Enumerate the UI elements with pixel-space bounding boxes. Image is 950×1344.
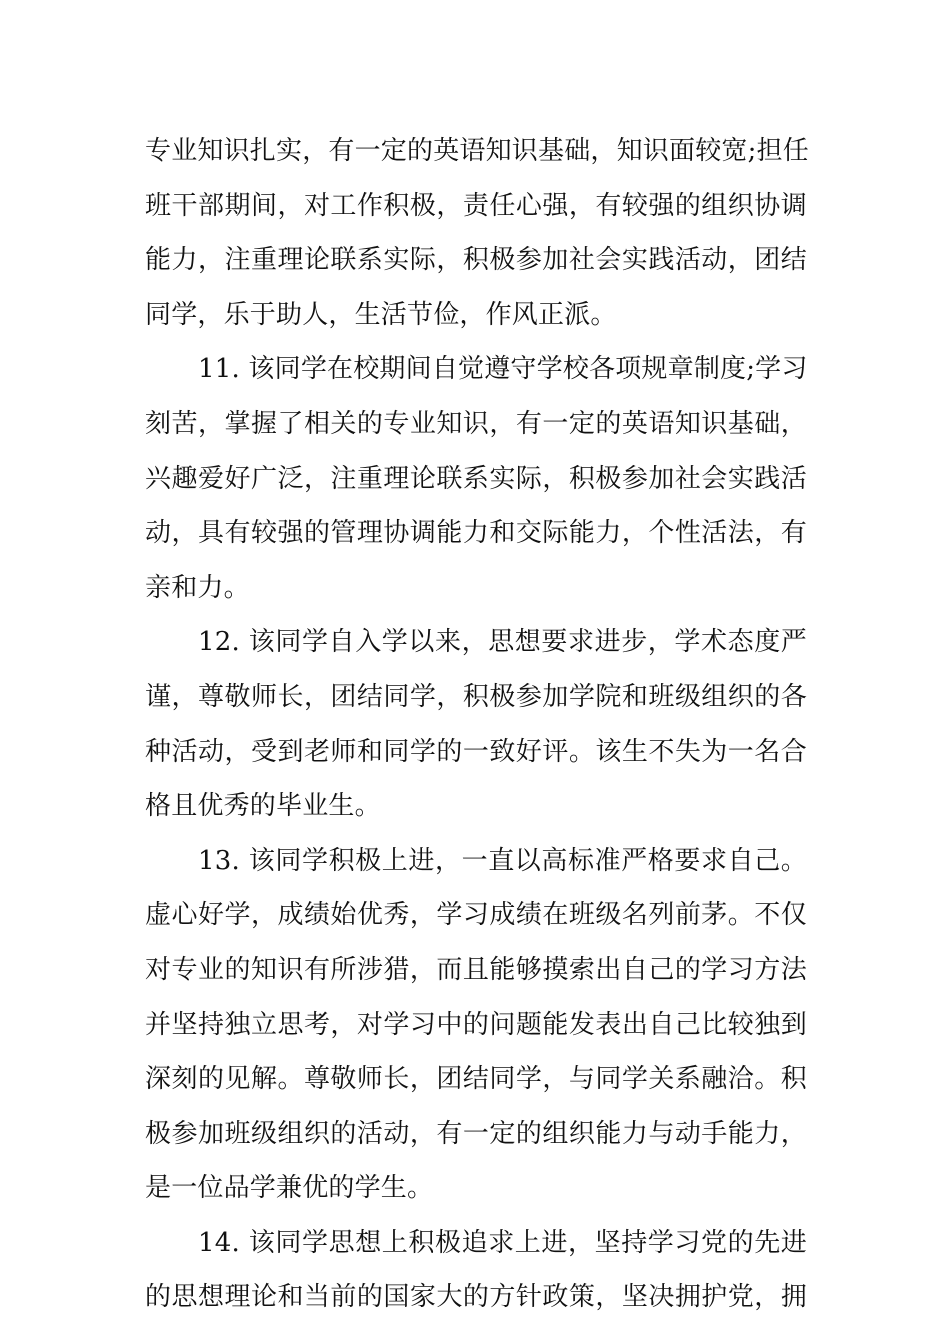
text-line: 专业知识扎实，有一定的英语知识基础，知识面较宽;担任 bbox=[145, 136, 809, 166]
text-line: 极参加班级组织的活动，有一定的组织能力与动手能力， bbox=[145, 1118, 807, 1149]
text-line: 是一位品学兼优的学生。 bbox=[145, 1173, 434, 1204]
text-line: 对专业的知识有所涉猎，而且能够摸索出自己的学习方法 bbox=[145, 954, 807, 985]
text-line: 种活动，受到老师和同学的一致好评。该生不失为一名合 bbox=[145, 736, 807, 767]
text-line: 兴趣爱好广泛，注重理论联系实际，积极参加社会实践活 bbox=[145, 463, 807, 494]
text-line: 同学，乐于助人，生活节俭，作风正派。 bbox=[145, 299, 617, 330]
text-line: 12. 该同学自入学以来，思想要求进步，学术态度严 bbox=[198, 627, 807, 658]
text-line: 11. 该同学在校期间自觉遵守学校各项规章制度;学习 bbox=[198, 354, 808, 385]
paragraph-13 bbox=[145, 834, 807, 1216]
text-line: 班干部期间，对工作积极，责任心强，有较强的组织协调 bbox=[145, 190, 807, 221]
text-line: 13. 该同学积极上进，一直以高标准严格要求自己。 bbox=[198, 845, 807, 876]
text-line: 动，具有较强的管理协调能力和交际能力，个性活法，有 bbox=[145, 518, 807, 549]
text-line: 格且优秀的毕业生。 bbox=[145, 791, 381, 822]
text-line: 亲和力。 bbox=[145, 572, 250, 603]
text-line: 谨，尊敬师长，团结同学，积极参加学院和班级组织的各 bbox=[145, 681, 807, 712]
text-line: 深刻的见解。尊敬师长，团结同学，与同学关系融洽。积 bbox=[145, 1064, 807, 1095]
text-line: 刻苦，掌握了相关的专业知识，有一定的英语知识基础， bbox=[145, 408, 807, 439]
text-line: 并坚持独立思考，对学习中的问题能发表出自己比较独到 bbox=[145, 1009, 807, 1040]
paragraph-14 bbox=[145, 1216, 807, 1325]
text-line: 虚心好学，成绩始优秀，学习成绩在班级名列前茅。不仅 bbox=[145, 900, 807, 931]
paragraph-11 bbox=[145, 342, 807, 615]
document-body bbox=[145, 124, 807, 1325]
paragraph-12 bbox=[145, 615, 807, 833]
paragraph-continued bbox=[145, 124, 807, 342]
text-line: 的思想理论和当前的国家大的方针政策，坚决拥护党，拥 bbox=[145, 1282, 807, 1313]
text-line: 能力，注重理论联系实际，积极参加社会实践活动，团结 bbox=[145, 245, 807, 276]
text-line: 14. 该同学思想上积极追求上进，坚持学习党的先进 bbox=[198, 1227, 807, 1258]
